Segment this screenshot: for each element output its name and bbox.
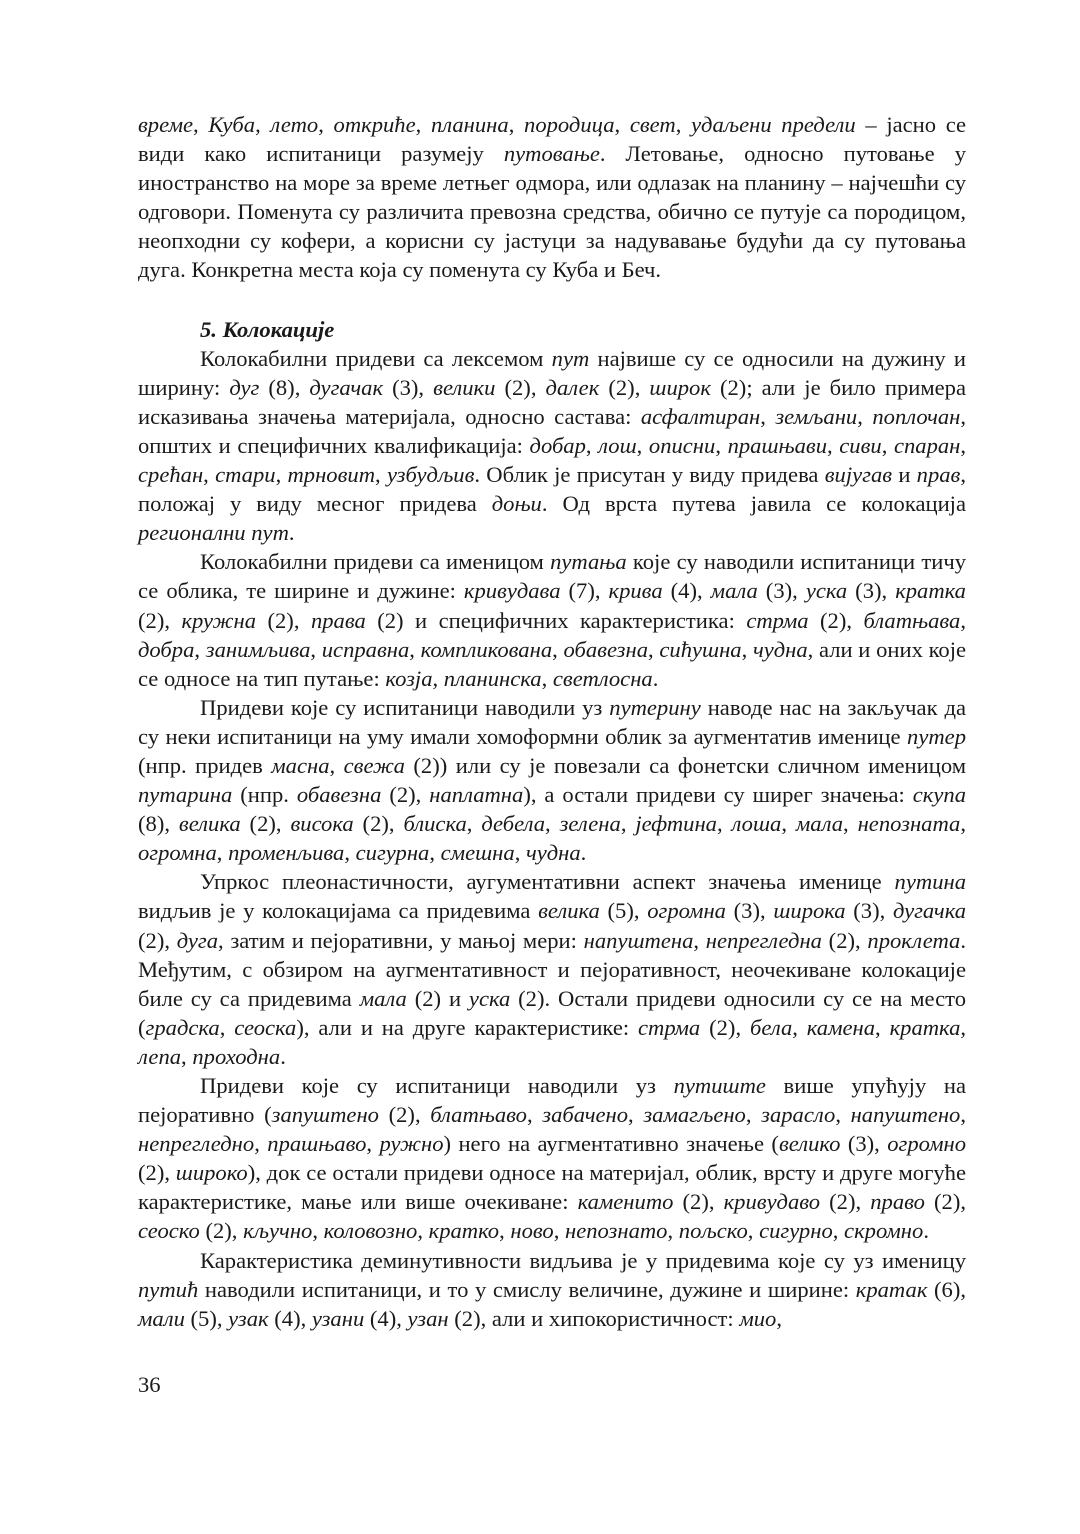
page-number: 36 — [138, 1372, 161, 1397]
paragraph-travel-summary: време, Куба, лето, откриће, планина, породица, свет, удаљени предели – јасно се види како испитаници разумеју путовање. Летовање, односно путовање у иностранство на море за време летњег одмора, или одлазак на планину – најчешћи су одговори. Поменута су различита превозна средства, обично се путује са породицом, неопходни су кофери, а корисни су јастуци за надувавање будући да су путовања дуга. Конкретна места која су поменута су Куба и Беч. — [138, 112, 967, 283]
paragraph-putiste: Придеви које су испитаници наводили уз путиште више упућују на пејоративно (запуштено (2), блатњаво, забачено, замагљено, зарасло, напуштено, непрегледно, прашњаво, ружно) него на аугментативно значење (велико (3), огромно (2), широко), док се остали придеви односе на материјал, облик, врсту и друге могуће карактеристике, мање или више очекиване: каменито (2), кривудаво (2), право (2), сеоско (2), кључно, коловозно, кратко, ново, непознато, пољско, сигурно, скромно. — [138, 1073, 967, 1244]
paragraph-putina: Упркос плеонастичности, аугументативни аспект значења именице путина видљив је у колокацијама са придевима велика (5), огромна (3), широка (3), дугачка (2), дуга, затим и пејоративни, у мањој мери: напуштена, непрегледна (2), проклета. Међутим, с обзиром на аугментативност и пејоративност, неочекиване колокације биле су са придевима мала (2) и уска (2). Остали придеви односили су се на место (градска, сеоска), али и на друге карактеристике: стрма (2), бела, камена, кратка, лепа, проходна. — [138, 869, 967, 1069]
paragraph-put: Колокабилни придеви са лексемом пут највише су се односили на дужину и ширину: дуг (8), дугачак (3), велики (2), далек (2), широк (2); али је било примера исказивања значења материјала, односно састава: асфалтиран, земљани, поплочан, општих и специфичних квалификација: добар, лош, описни, прашњави, сиви, спаран, срећан, стари, трновит, узбудљив. Облик је присутан у виду придева вијугав и прав, положај у виду месног придева доњи. Од врста путева јавила се колокација регионални пут. — [138, 345, 967, 546]
paragraph-putanja: Колокабилни придеви са именицом путања које су наводили испитаници тичу се облика, те ширине и дужине: кривудава (7), крива (4), мала (3), уска (3), кратка (2), кружна (2), права (2) и специфичних карактеристика: стрма (2), блатњава, добра, занимљива, исправна, компликована, обавезна, сићушна, чудна, али и оних које се односе на тип путање: козја, планинска, светлосна. — [138, 549, 967, 691]
body-text — [138, 110, 966, 1333]
section-heading: 5. Колокације — [200, 316, 335, 342]
paragraph-putic: Карактеристика деминутивности видљива је у придевима које су уз именицу путић наводили испитаници, и то у смислу величине, дужине и ширине: кратак (6), мали (5), узак (4), узани (4), узан (2), али и хипокористичност: мио, — [138, 1247, 966, 1331]
paragraph-puterina: Придеви које су испитаници наводили уз путерину наводе нас на закључак да су неки испитаници на уму имали хомоформни облик за аугментатив именице путер (нпр. придев масна, свежа (2)) или су је повезали са фонетски сличном именицом путарина (нпр. обавезна (2), наплатна), а остали придеви су ширег значења: скупа (8), велика (2), висока (2), блиска, дебела, зелена, јефтина, лоша, мала, непозната, огромна, променљива, сигурна, смешна, чудна. — [138, 694, 966, 866]
